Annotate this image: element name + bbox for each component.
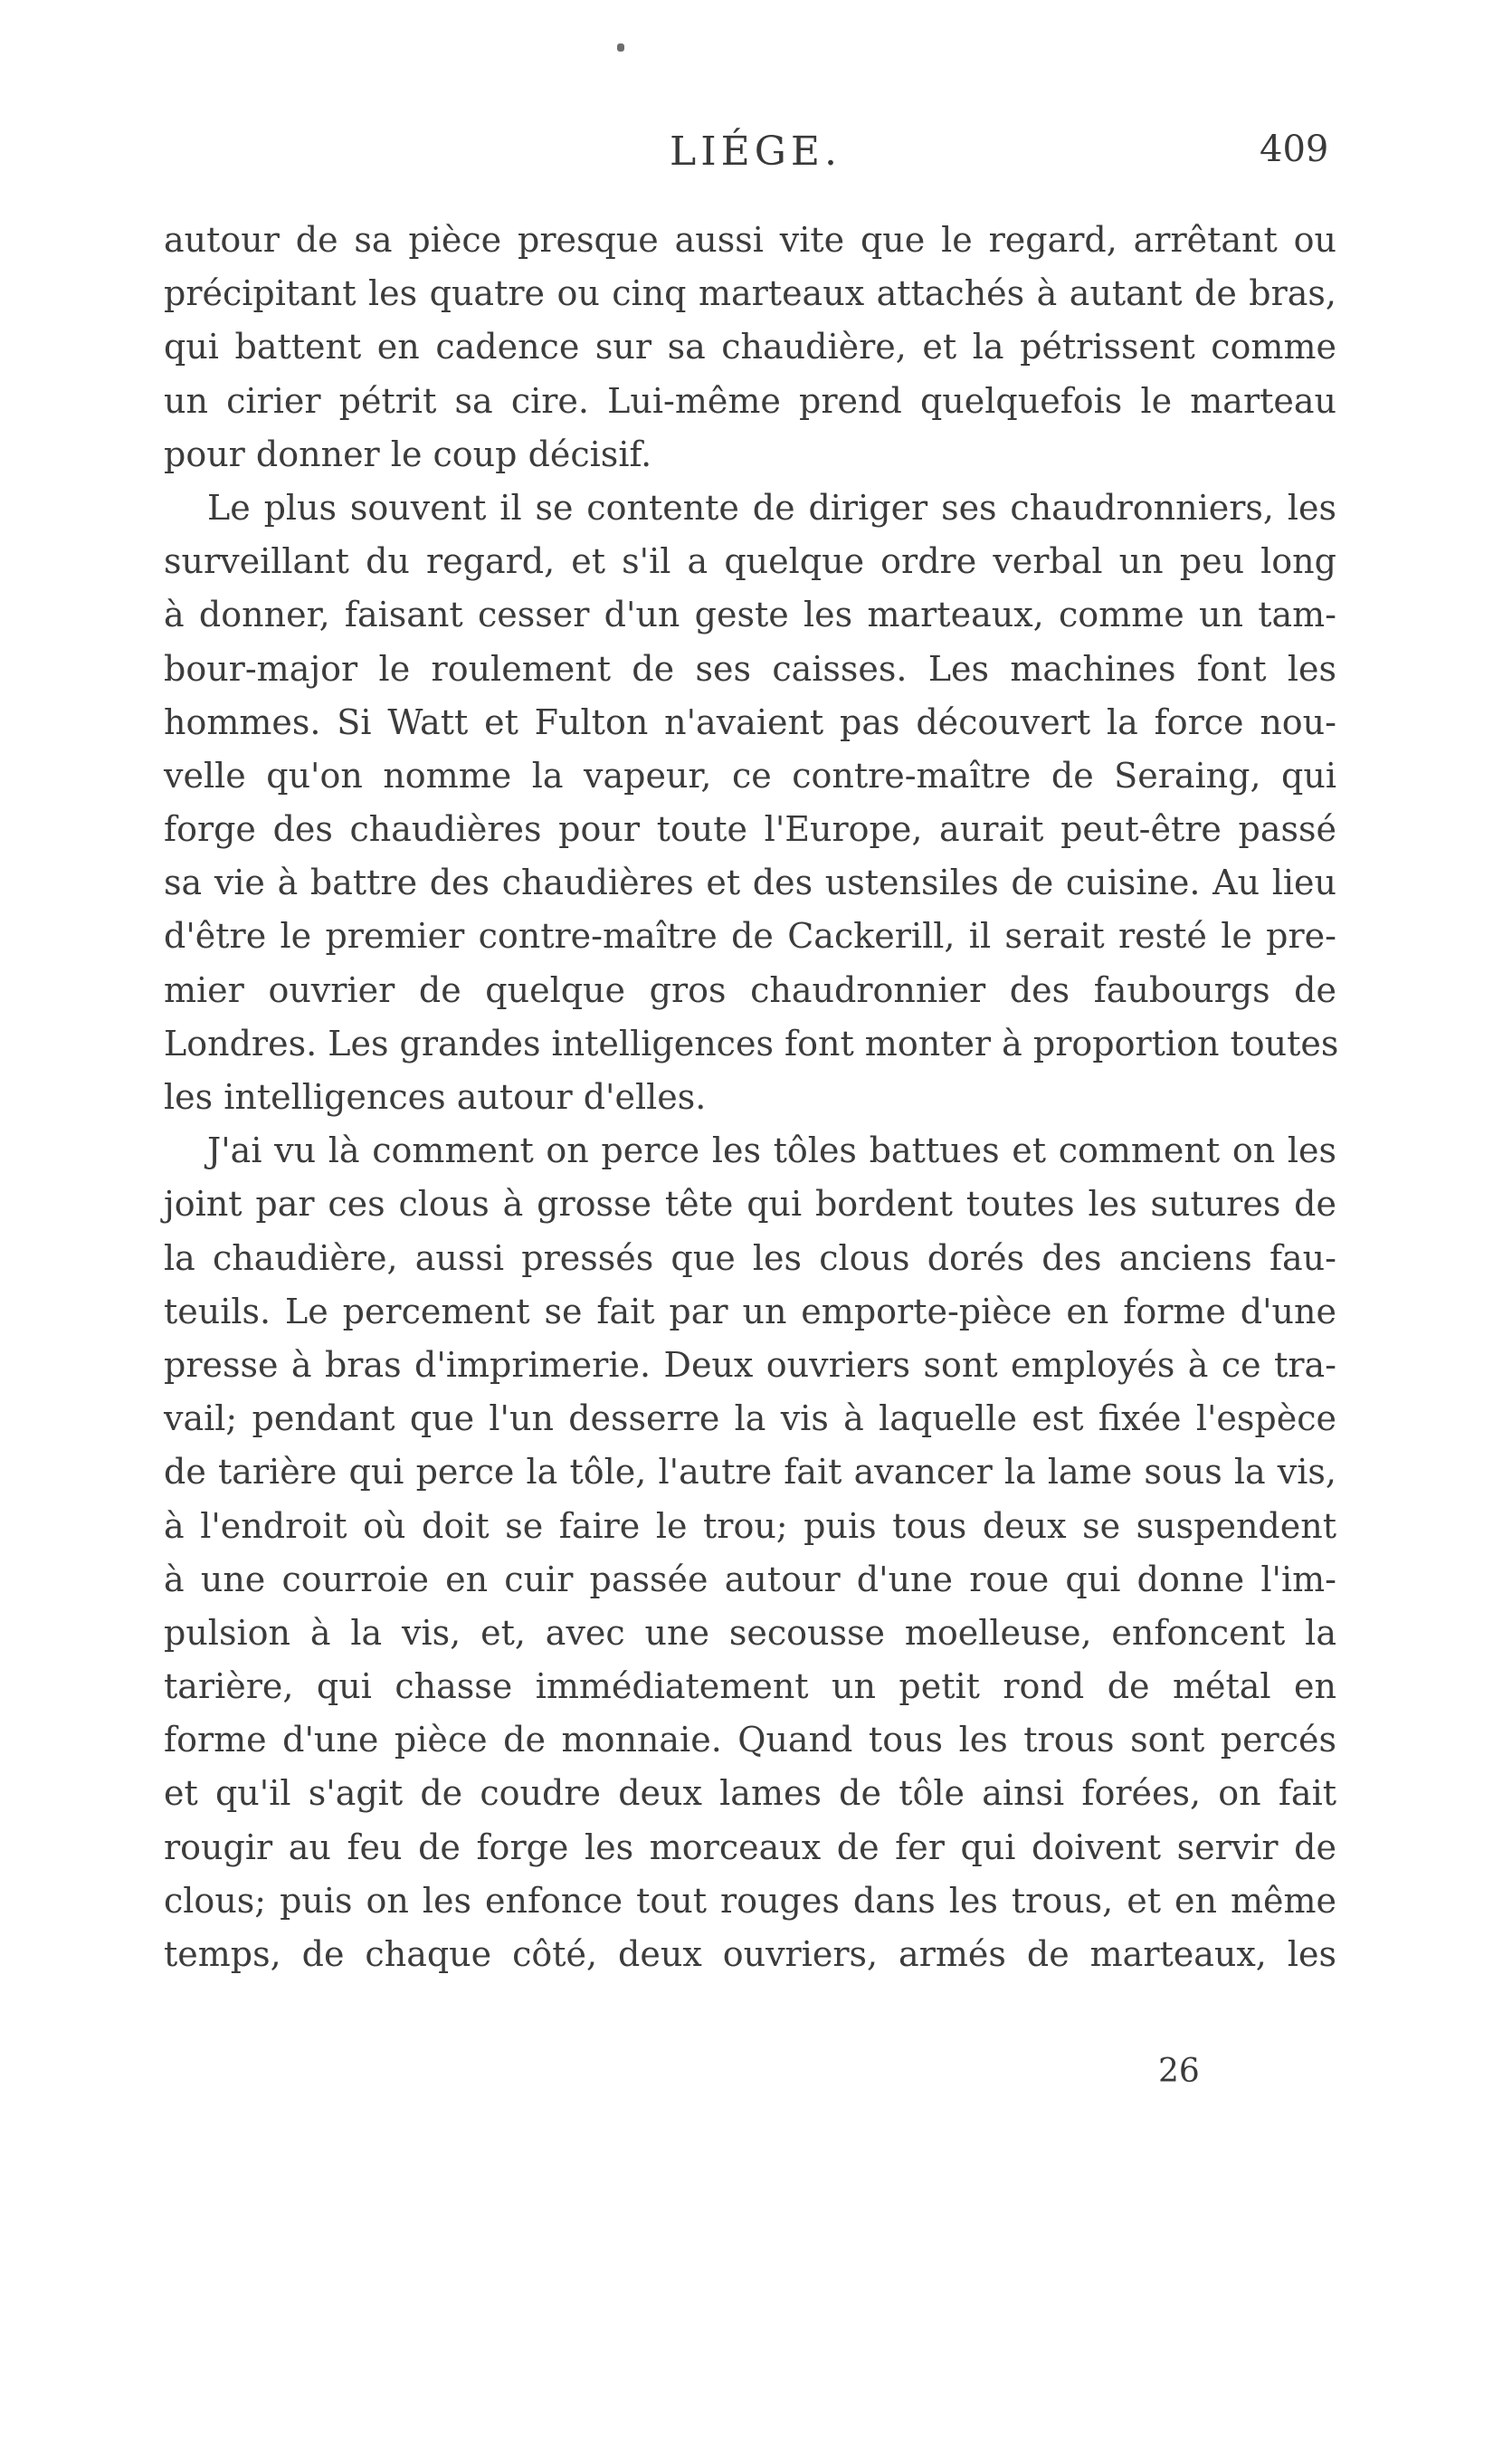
text-line: pour donner le coup décisif. xyxy=(164,434,652,474)
text-line: précipitant les quatre ou cinq marteaux attachés à autant de bras, xyxy=(164,273,1336,314)
text-line: J'ai vu là comment on perce les tôles battues et comment on les xyxy=(207,1130,1336,1171)
text-line: à donner, faisant cesser d'un geste les marteaux, comme un tam- xyxy=(164,595,1336,635)
text-line: Le plus souvent il se contente de diriger ses chaudronniers, les xyxy=(207,487,1336,528)
text-line: surveillant du regard, et s'il a quelque ordre verbal un peu long xyxy=(164,541,1336,582)
signature-mark: 26 xyxy=(1158,2053,1200,2090)
text-line: hommes. Si Watt et Fulton n'avaient pas découvert la force nou- xyxy=(164,701,1336,742)
page-speck xyxy=(617,43,624,52)
text-line: velle qu'on nomme la vapeur, ce contre-maître de Seraing, qui xyxy=(164,755,1336,796)
text-line: qui battent en cadence sur sa chaudière, et la pétrissent comme xyxy=(164,327,1336,367)
text-line: les intelligences autour d'elles. xyxy=(164,1077,707,1117)
text-line: forge des chaudières pour toute l'Europe, aurait peut-être passé xyxy=(164,809,1336,850)
text-line: bour-major le roulement de ses caisses. Les machines font les xyxy=(164,648,1336,689)
body-text xyxy=(164,214,1339,1981)
text-line: de tarière qui perce la tôle, l'autre fait avancer la lame sous la vis, xyxy=(164,1452,1336,1493)
page-number: 409 xyxy=(1260,129,1329,170)
text-line: autour de sa pièce presque aussi vite que le regard, arrêtant ou xyxy=(164,220,1336,260)
text-line: vail; pendant que l'un desserre la vis à laquelle est fixée l'espèce xyxy=(164,1398,1336,1439)
text-line: tarière, qui chasse immédiatement un petit rond de métal en xyxy=(164,1666,1336,1707)
text-line: la chaudière, aussi pressés que les clous dorés des anciens fau- xyxy=(164,1237,1336,1278)
running-title: LIÉGE. xyxy=(670,129,842,175)
text-line: et qu'il s'agit de coudre deux lames de tôle ainsi forées, on fait xyxy=(164,1773,1336,1814)
text-line: à l'endroit où doit se faire le trou; puis tous deux se suspendent xyxy=(164,1505,1336,1546)
text-line: temps, de chaque côté, deux ouvriers, armés de marteaux, les xyxy=(164,1934,1336,1974)
running-head xyxy=(0,129,1512,183)
text-line: teuils. Le percement se fait par un emporte-pièce en forme d'une xyxy=(164,1291,1336,1331)
text-line: clous; puis on les enfonce tout rouges dans les trous, et en même xyxy=(164,1880,1336,1921)
text-line: presse à bras d'imprimerie. Deux ouvriers sont employés à ce tra- xyxy=(164,1344,1336,1385)
text-line: Londres. Les grandes intelligences font monter à proportion toutes xyxy=(164,1023,1339,1064)
text-line: pulsion à la vis, et, avec une secousse moelleuse, enfoncent la xyxy=(164,1612,1336,1653)
text-line: un cirier pétrit sa cire. Lui-même prend quelquefois le marteau xyxy=(164,380,1336,421)
text-line: joint par ces clous à grosse tête qui bordent toutes les sutures de xyxy=(164,1184,1336,1225)
text-line: sa vie à battre des chaudières et des ustensiles de cuisine. Au lieu xyxy=(164,863,1336,903)
text-line: mier ouvrier de quelque gros chaudronnier des faubourgs de xyxy=(164,969,1336,1010)
text-line: rougir au feu de forge les morceaux de fer qui doivent servir de xyxy=(164,1827,1336,1867)
text-line: d'être le premier contre-maître de Cackerill, il serait resté le pre- xyxy=(164,916,1336,957)
text-line: forme d'une pièce de monnaie. Quand tous les trous sont percés xyxy=(164,1720,1336,1760)
text-line: à une courroie en cuir passée autour d'une roue qui donne l'im- xyxy=(164,1559,1336,1599)
